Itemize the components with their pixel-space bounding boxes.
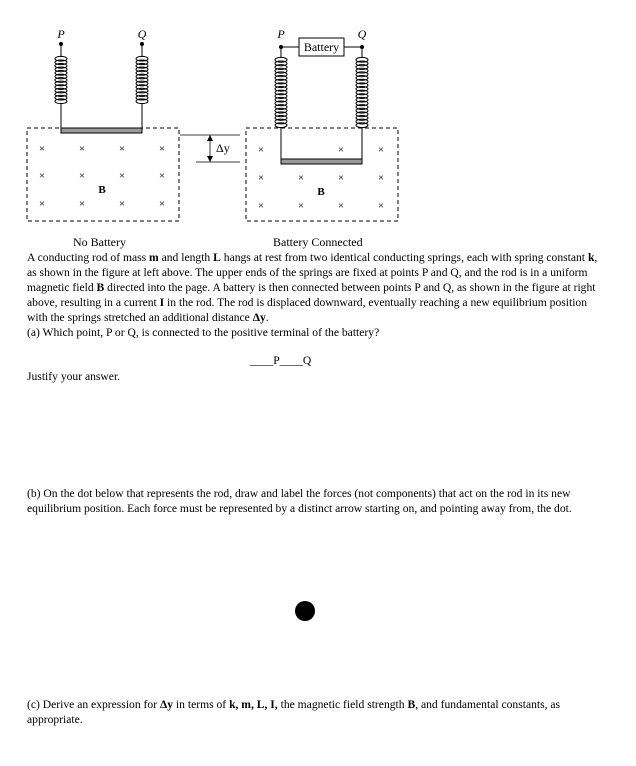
battery-label: Battery	[303, 40, 340, 54]
field-cross: ×	[297, 200, 305, 212]
right-rod	[281, 159, 362, 164]
field-cross: ×	[78, 198, 86, 210]
field-cross: ×	[337, 144, 345, 156]
right-spring-q	[356, 57, 368, 127]
part-a-question: (a) Which point, P or Q, is connected to the positive terminal of the battery?	[27, 326, 380, 339]
figure-rod-springs	[0, 0, 636, 250]
field-cross: ×	[337, 200, 345, 212]
field-cross: ×	[118, 143, 126, 155]
left-label-q: Q	[137, 27, 147, 41]
left-caption: No Battery	[73, 235, 126, 249]
displacement-arrowhead-down	[207, 156, 213, 162]
right-label-q: Q	[357, 27, 367, 41]
field-cross: ×	[377, 144, 385, 156]
field-cross: ×	[78, 170, 86, 182]
displacement-indicator	[180, 135, 240, 162]
part-b-text: (b) On the dot below that represents the rod, draw and label the forces (not components) that act on the rod in its new equilibrium position. Each force must be represented by a distinct arrow starting on, and pointing away from, the dot.	[27, 487, 572, 515]
left-diagram	[27, 27, 179, 221]
field-cross: ×	[158, 170, 166, 182]
field-cross: ×	[38, 198, 46, 210]
field-cross: ×	[158, 143, 166, 155]
left-spring-q	[136, 56, 148, 103]
intro-paragraph: A conducting rod of mass m and length L hangs at rest from two identical conducting springs, each with spring constant k, as shown in the figure at left above. The upper ends of the springs are fixed at points P and Q, and the rod is in a uniform magnetic field B directed into the page. A battery is then connected between points P and Q, as shown in the figure at right above, resulting in a current I in the rod. The rod is displaced downward, eventually reaching a new equilibrium position with the springs stretched an additional distance Δy.	[27, 251, 598, 324]
field-cross: ×	[257, 144, 265, 156]
left-field-region	[27, 128, 179, 221]
left-field-crosses	[39, 143, 165, 210]
right-diagram	[246, 27, 398, 221]
left-label-p: P	[57, 27, 65, 41]
field-cross: ×	[38, 170, 46, 182]
part-c-text: (c) Derive an expression for Δy in terms of k, m, L, I, the magnetic field strength B, and fundamental constants, as appropriate.	[27, 698, 561, 726]
left-spring-p	[55, 56, 67, 103]
field-cross: ×	[337, 172, 345, 184]
part-a-choice[interactable]: ____P____Q	[250, 354, 312, 367]
field-cross: ×	[377, 200, 385, 212]
field-cross: ×	[38, 143, 46, 155]
right-field-crosses	[258, 144, 384, 212]
rod-dot[interactable]	[295, 601, 315, 621]
field-cross: ×	[297, 172, 305, 184]
displacement-arrowhead-up	[207, 135, 213, 141]
field-cross: ×	[78, 143, 86, 155]
field-cross: ×	[257, 172, 265, 184]
displacement-label: Δy	[216, 141, 230, 155]
right-field-label: B	[317, 186, 325, 198]
field-cross: ×	[257, 200, 265, 212]
right-caption: Battery Connected	[273, 235, 363, 249]
part-a-justify: Justify your answer.	[27, 370, 121, 383]
right-spring-p	[275, 57, 287, 127]
right-label-p: P	[277, 27, 285, 41]
left-field-label: B	[98, 184, 106, 196]
field-cross: ×	[118, 170, 126, 182]
left-rod	[61, 128, 142, 133]
field-cross: ×	[377, 172, 385, 184]
right-field-region	[246, 128, 398, 221]
field-cross: ×	[118, 198, 126, 210]
field-cross: ×	[158, 198, 166, 210]
